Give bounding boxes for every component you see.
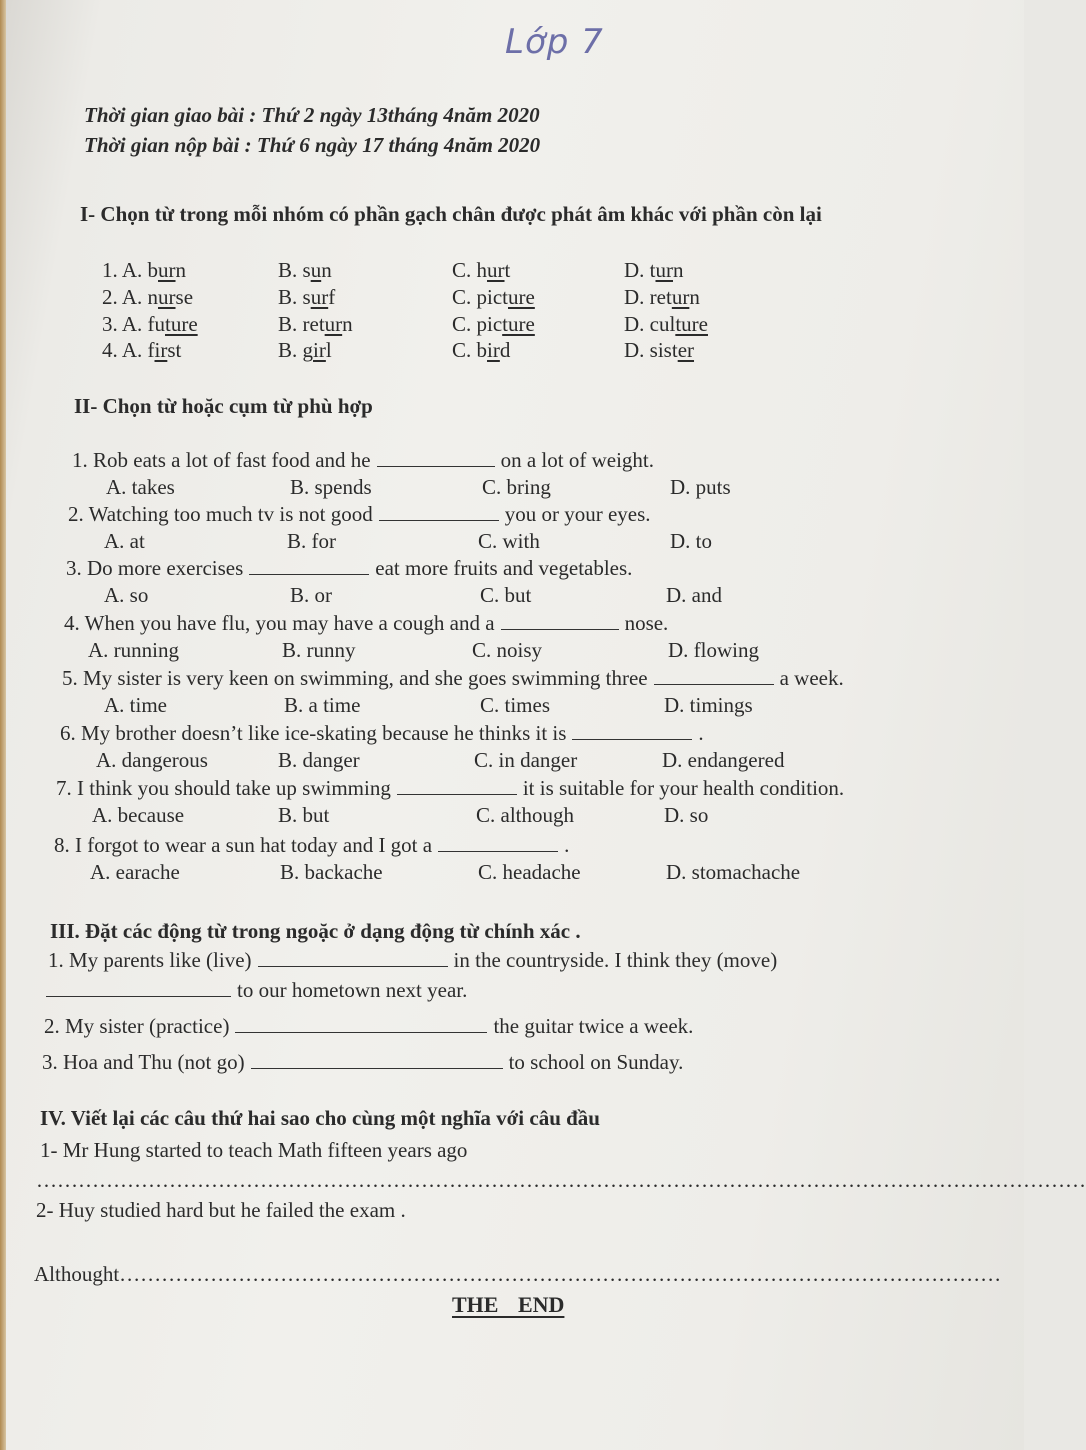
- answer-option: D. puts: [670, 475, 731, 499]
- question-row: [54, 833, 569, 858]
- answer-option: D. stomachache: [666, 860, 801, 884]
- question-text-end: nose.: [624, 611, 669, 635]
- answer-option: B. for: [287, 529, 336, 553]
- q3-text: 3. Hoa and Thu (not go): [42, 1050, 245, 1074]
- answer-option: D. so: [664, 803, 709, 827]
- underlined-sound: ur: [158, 285, 176, 309]
- q1-text-end: to our hometown next year.: [237, 978, 468, 1002]
- answer-option: C. but: [480, 583, 532, 607]
- q1-text-mid: in the countryside. I think they (move): [453, 948, 778, 972]
- answer-blank: [654, 682, 774, 685]
- answer-option: B. danger: [278, 748, 360, 772]
- q1-text: 1. My parents like (live): [48, 948, 252, 972]
- due-date: Thời gian nộp bài : Thứ 6 ngày 17 tháng 4năm 2020: [84, 133, 541, 157]
- underlined-sound: er: [677, 338, 695, 362]
- answer-option: A. time: [104, 693, 167, 717]
- underlined-sound: ure: [508, 285, 535, 309]
- answer-option: C. in danger: [474, 748, 578, 772]
- section3-q1-cont: [46, 978, 467, 1003]
- answer-option: A. so: [104, 583, 149, 607]
- question-text: 3. Do more exercises: [66, 556, 244, 580]
- assigned-date: Thời gian giao bài : Thứ 2 ngày 13tháng 4năm 2020: [84, 103, 540, 127]
- answer-prefix: Althought: [34, 1262, 120, 1286]
- answer-blank: [501, 627, 619, 630]
- section3-q3: [42, 1050, 683, 1075]
- answer-blank: [397, 792, 517, 795]
- dates-block: [84, 100, 540, 160]
- handwritten-class-label: Lớp 7: [505, 22, 604, 62]
- the-end-footer: THE END: [452, 1292, 565, 1317]
- underlined-sound: ture: [165, 312, 198, 336]
- answer-option: D. and: [666, 583, 722, 607]
- question-text-end: it is suitable for your health condition.: [522, 776, 845, 800]
- answer-option: A. because: [92, 803, 185, 827]
- underlined-sound: ur: [310, 285, 329, 309]
- underlined-sound: ur: [324, 312, 343, 336]
- question-text: 6. My brother doesn’t like ice-skating because he thinks it is: [60, 721, 567, 745]
- answer-option: A. dangerous: [96, 748, 208, 772]
- answer-blank: [235, 1030, 487, 1033]
- question-row: [62, 666, 844, 691]
- section1-option: B. surf: [278, 285, 336, 309]
- section1-option: D. return: [624, 285, 700, 309]
- q3-text-end: to school on Sunday.: [508, 1050, 684, 1074]
- answer-blank: [572, 737, 692, 740]
- answer-option: C. noisy: [472, 638, 543, 662]
- answer-blank: [258, 964, 448, 967]
- section1-option: C. picture: [452, 312, 535, 336]
- section1-option: 4. A. first: [102, 338, 182, 362]
- answer-option: C. headache: [478, 860, 581, 884]
- section1-title: I- Chọn từ trong mỗi nhóm có phần gạch chân được phát âm khác với phần còn lại: [80, 202, 822, 226]
- question-row: [66, 556, 632, 581]
- question-row: [56, 776, 844, 801]
- answer-option: B. spends: [290, 475, 372, 499]
- underlined-sound: ir: [487, 338, 500, 362]
- question-text: 5. My sister is very keen on swimming, and she goes swimming three: [62, 666, 648, 690]
- question-text-end: you or your eyes.: [504, 502, 651, 526]
- answer-blank: [249, 572, 369, 575]
- underlined-sound: ture: [675, 312, 708, 336]
- section1-option: D. culture: [624, 312, 708, 336]
- answer-blank: [379, 518, 499, 521]
- underlined-sound: ur: [671, 285, 690, 309]
- section3-q1: [48, 948, 777, 973]
- section1-option: B. return: [278, 312, 353, 336]
- question-text: 8. I forgot to wear a sun hat today and I got a: [54, 833, 433, 857]
- answer-blank: [377, 464, 495, 467]
- answer-option: B. a time: [284, 693, 361, 717]
- q2-text-end: the guitar twice a week.: [493, 1014, 694, 1038]
- section1-option: 3. A. future: [102, 312, 198, 336]
- underlined-sound: ur: [487, 258, 505, 282]
- section1-option: D. turn: [624, 258, 684, 282]
- answer-option: B. but: [278, 803, 330, 827]
- section3-title: III. Đặt các động từ trong ngoặc ở dạng động từ chính xác .: [50, 919, 581, 943]
- section3-q2: [44, 1014, 693, 1039]
- answer-option: B. runny: [282, 638, 356, 662]
- answer-option: B. or: [290, 583, 332, 607]
- answer-blank: [251, 1066, 503, 1069]
- underlined-sound: ir: [154, 338, 168, 362]
- underlined-sound: ur: [158, 258, 176, 282]
- section4-title: IV. Viết lại các câu thứ hai sao cho cùng một nghĩa với câu đầu: [40, 1106, 600, 1130]
- answer-option: A. earache: [90, 860, 180, 884]
- answer-blank: [438, 849, 558, 852]
- section1-option: C. hurt: [452, 258, 511, 282]
- answer-option: C. although: [476, 803, 574, 827]
- answer-dotted-line: ……………………………………………………………………………………………………………………………………: [36, 1168, 1086, 1192]
- section1-option: B. sun: [278, 258, 332, 282]
- underlined-sound: ture: [502, 312, 535, 336]
- answer-option: A. takes: [106, 475, 175, 499]
- question-text-end: .: [564, 833, 570, 857]
- answer-option: C. bring: [482, 475, 551, 499]
- answer-blank: [46, 994, 231, 997]
- question-row: [68, 502, 651, 527]
- section1-option: C. bird: [452, 338, 511, 362]
- section1-option: D. sister: [624, 338, 695, 362]
- question-text: 2. Watching too much tv is not good: [68, 502, 373, 526]
- answer-option: D. to: [670, 529, 712, 553]
- question-text: 7. I think you should take up swimming: [56, 776, 391, 800]
- question-text-end: eat more fruits and vegetables.: [375, 556, 633, 580]
- underlined-sound: ir: [313, 338, 326, 362]
- question-text-end: on a lot of weight.: [500, 448, 654, 472]
- underlined-sound: ur: [655, 258, 673, 282]
- question-row: [60, 721, 704, 746]
- section1-option: C. picture: [452, 285, 535, 309]
- section4-q2: 2- Huy studied hard but he failed the exam .: [36, 1198, 406, 1222]
- answer-option: D. flowing: [668, 638, 759, 662]
- q2-text: 2. My sister (practice): [44, 1014, 230, 1038]
- question-text-end: a week.: [779, 666, 844, 690]
- answer-option: A. running: [88, 638, 179, 662]
- answer-option: C. times: [480, 693, 551, 717]
- section4-q1: 1- Mr Hung started to teach Math fifteen years ago: [40, 1138, 468, 1162]
- question-text: 4. When you have flu, you may have a cough and a: [64, 611, 495, 635]
- question-row: [64, 611, 668, 636]
- question-text-end: .: [698, 721, 704, 745]
- answer-option: B. backache: [280, 860, 383, 884]
- answer-option: C. with: [478, 529, 540, 553]
- answer-option: D. endangered: [662, 748, 785, 772]
- section1-option: 2. A. nurse: [102, 285, 194, 309]
- page-edge: [0, 0, 6, 1450]
- question-row: [72, 448, 654, 473]
- section4-q2-answer: [34, 1262, 1002, 1287]
- answer-option: A. at: [104, 529, 145, 553]
- section2-title: II- Chọn từ hoặc cụm từ phù hợp: [74, 394, 373, 418]
- section1-option: B. girl: [278, 338, 332, 362]
- underlined-sound: u: [310, 258, 322, 282]
- section1-option: 1. A. burn: [102, 258, 187, 282]
- answer-dotted-line: ………………………………………………………………………………………………………………: [119, 1262, 1002, 1286]
- question-text: 1. Rob eats a lot of fast food and he: [72, 448, 371, 472]
- answer-option: D. timings: [664, 693, 753, 717]
